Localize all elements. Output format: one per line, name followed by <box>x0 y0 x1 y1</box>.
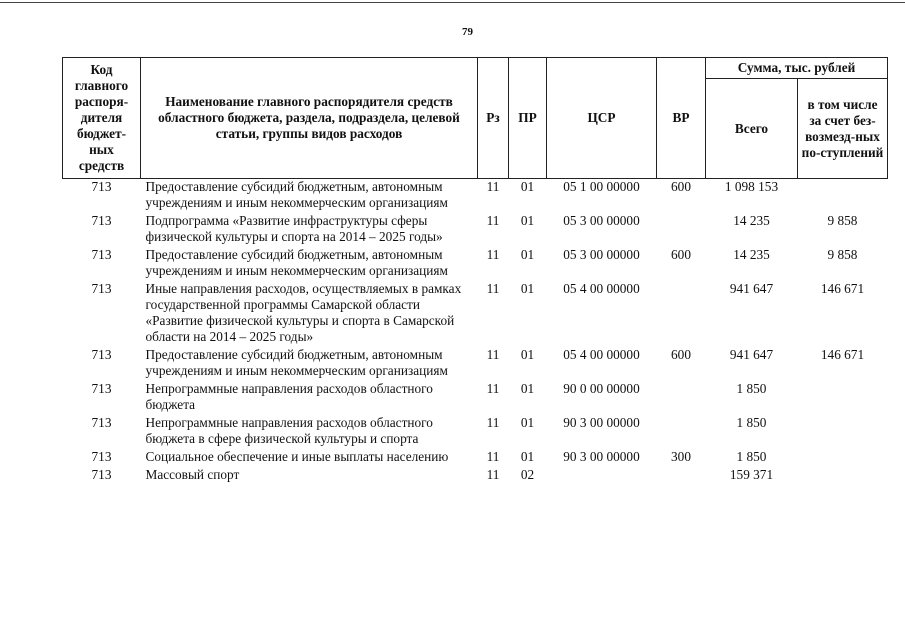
cell-vr <box>657 467 706 485</box>
cell-total: 1 850 <box>736 415 767 430</box>
table-row <box>63 247 888 281</box>
cell-pr: 01 <box>520 449 535 464</box>
table-row <box>63 415 888 449</box>
cell-name: Предоставление субсидий бюджетным, автономным учреждениям и иным некоммерческим организациям <box>145 347 448 378</box>
cell-free <box>798 381 888 415</box>
table-row <box>63 347 888 381</box>
cell-code: 713 <box>91 415 112 430</box>
cell-code: 713 <box>91 281 112 296</box>
cell-csr: 90 3 00 00000 <box>563 449 640 464</box>
table-row <box>63 467 888 485</box>
cell-code: 713 <box>91 213 112 228</box>
cell-pr: 01 <box>520 281 535 296</box>
table-row <box>63 213 888 247</box>
cell-code: 713 <box>91 467 112 482</box>
cell-free <box>798 415 888 449</box>
cell-csr: 90 3 00 00000 <box>563 415 640 430</box>
cell-pr: 01 <box>520 415 535 430</box>
cell-total: 14 235 <box>733 247 770 262</box>
cell-rz: 11 <box>486 467 500 482</box>
cell-vr: 600 <box>671 247 691 262</box>
cell-pr: 01 <box>520 213 535 228</box>
cell-csr <box>547 467 657 485</box>
cell-name: Непрограммные направления расходов областного бюджета <box>145 381 433 412</box>
cell-rz: 11 <box>486 247 500 262</box>
cell-total: 1 850 <box>736 449 767 464</box>
cell-pr: 01 <box>520 347 535 362</box>
cell-name: Непрограммные направления расходов областного бюджета в сфере физической культуры и спорта <box>145 415 433 446</box>
header-vr: ВР <box>657 58 706 179</box>
cell-free: 9 858 <box>827 213 858 228</box>
cell-free: 146 671 <box>820 347 865 362</box>
cell-vr: 600 <box>671 347 691 362</box>
cell-rz: 11 <box>486 381 500 396</box>
cell-code: 713 <box>91 449 112 464</box>
table-row <box>63 281 888 347</box>
cell-vr <box>657 415 706 449</box>
header-pr: ПР <box>509 58 547 179</box>
cell-name: Массовый спорт <box>145 467 240 482</box>
cell-vr: 600 <box>671 179 691 194</box>
header-code: Код главного распоря-дителя бюджет-ных средств <box>63 58 141 179</box>
cell-vr <box>657 281 706 347</box>
cell-vr: 300 <box>671 449 691 464</box>
cell-total: 941 647 <box>729 281 774 296</box>
budget-table <box>62 57 888 485</box>
cell-free: 9 858 <box>827 247 858 262</box>
cell-csr: 05 3 00 00000 <box>563 247 640 262</box>
cell-rz: 11 <box>486 415 500 430</box>
cell-code: 713 <box>91 347 112 362</box>
table-row <box>63 179 888 214</box>
cell-csr: 90 0 00 00000 <box>563 381 640 396</box>
header-sum: Сумма, тыс. рублей <box>706 58 888 79</box>
header-name: Наименование главного распорядителя средств областного бюджета, раздела, подраздела, целевой статьи, группы видов расходов <box>141 58 478 179</box>
cell-rz: 11 <box>486 179 500 194</box>
cell-code: 713 <box>91 179 112 194</box>
cell-free <box>798 449 888 467</box>
cell-code: 713 <box>91 381 112 396</box>
cell-csr: 05 4 00 00000 <box>563 281 640 296</box>
cell-name: Предоставление субсидий бюджетным, автономным учреждениям и иным некоммерческим организациям <box>145 179 448 210</box>
cell-csr: 05 3 00 00000 <box>563 213 640 228</box>
header-rz: Рз <box>478 58 509 179</box>
cell-total: 1 850 <box>736 381 767 396</box>
cell-name: Иные направления расходов, осуществляемых в рамках государственной программы Самарской области «Развитие физической культуры и спорта в Самарской области на 2014 – 2025 годы» <box>145 281 462 344</box>
cell-csr: 05 1 00 00000 <box>563 179 640 194</box>
top-rule <box>0 2 905 3</box>
header-free: в том числе за счет без-возмезд-ных по-ступлений <box>798 79 888 179</box>
cell-free: 146 671 <box>820 281 865 296</box>
cell-vr <box>657 213 706 247</box>
cell-rz: 11 <box>486 449 500 464</box>
cell-name: Предоставление субсидий бюджетным, автономным учреждениям и иным некоммерческим организациям <box>145 247 448 278</box>
cell-vr <box>657 381 706 415</box>
cell-pr: 01 <box>520 247 535 262</box>
cell-name: Подпрограмма «Развитие инфраструктуры сферы физической культуры и спорта на 2014 – 2025 годы» <box>145 213 443 244</box>
cell-name: Социальное обеспечение и иные выплаты населению <box>145 449 449 464</box>
cell-csr: 05 4 00 00000 <box>563 347 640 362</box>
cell-pr: 01 <box>520 381 535 396</box>
table-header <box>63 58 888 179</box>
cell-rz: 11 <box>486 213 500 228</box>
cell-rz: 11 <box>486 347 500 362</box>
cell-total: 941 647 <box>729 347 774 362</box>
cell-free <box>798 467 888 485</box>
table-row <box>63 449 888 467</box>
cell-code: 713 <box>91 247 112 262</box>
cell-total: 159 371 <box>729 467 774 482</box>
cell-total: 14 235 <box>733 213 770 228</box>
table-row <box>63 381 888 415</box>
cell-total: 1 098 153 <box>724 179 779 194</box>
page-number: 79 <box>462 26 473 38</box>
header-total: Всего <box>706 79 798 179</box>
cell-pr: 02 <box>520 467 535 482</box>
cell-pr: 01 <box>520 179 535 194</box>
cell-rz: 11 <box>486 281 500 296</box>
header-csr: ЦСР <box>547 58 657 179</box>
cell-free <box>798 179 888 214</box>
